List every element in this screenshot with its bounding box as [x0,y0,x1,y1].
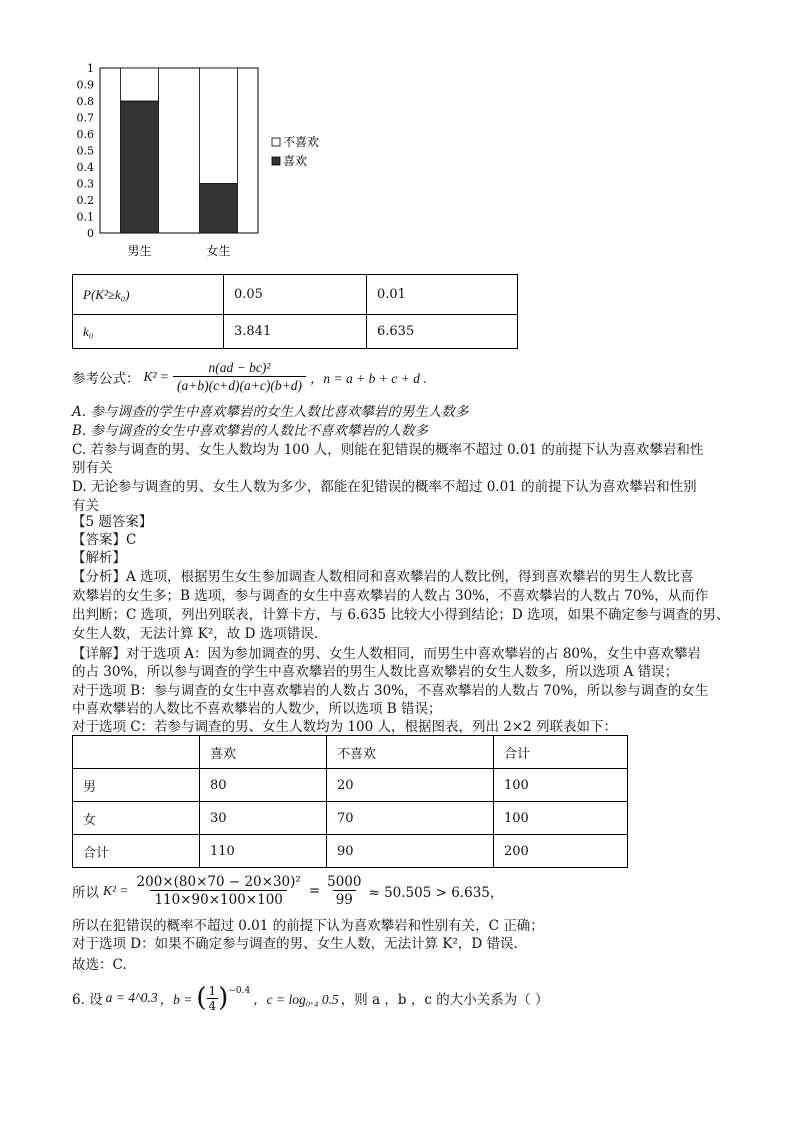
table-row [73,835,628,868]
table-cell: 100 [494,769,628,802]
stacked-bar-chart [60,58,360,263]
option-c-line2: 别有关 [72,460,113,476]
question-answer-tag: 【5 题答案】 [72,514,153,530]
calc-lhs: K² = [103,883,129,898]
detail-line: 对于选项 B：参与调查的女生中喜欢攀岩的人数占 30%，不喜欢攀岩的人数占 70%，所以参与调查的女生 [72,683,709,699]
conclusion-line: 对于选项 D：如果不确定参与调查的男、女生人数，无法计算 K²，D 错误. [72,936,518,952]
table-cell [73,736,200,769]
y-tick-label: 0.3 [76,177,94,191]
table-cell: 20 [327,769,494,802]
analysis-line: 欢攀岩的女生多；B 选项，参与调查的女生中喜欢攀岩的人数占 30%，不喜欢攀岩的人数占 70%，从而作 [72,588,709,604]
y-tick-label: 0.7 [76,111,94,125]
analysis-line: 【分析】A 选项，根据男生女生参加调查人数相同和喜欢攀岩的人数比例，得到喜欢攀岩的男生人数比喜 [72,569,694,585]
formula-suffix: ，n = a + b + c + d . [309,371,427,386]
y-tick-label: 0.4 [76,161,94,174]
y-tick-label: 0.5 [76,144,94,158]
legend-label: 喜欢 [283,154,308,168]
analysis-line: 女生人数，无法计算 K²，故 D 选项错误. [72,626,318,642]
detail-line: 的占 30%，所以参与调查的学生中喜欢攀岩的男生人数比喜欢攀岩的女生人数多，所以选项 A 错误； [72,664,679,680]
q6-b-den: 4 [208,998,217,1013]
calc-num1: 200×(80×70 − 20×30)² [136,874,301,890]
calc-fraction-1 [133,874,305,908]
calc-den1: 110×90×100×100 [150,890,286,908]
table-row [73,769,628,802]
legend-label: 不喜欢 [283,135,320,149]
q6-b-expression: ( $\frac{1}{4}$ ) −0.4 [196,983,251,1013]
conclusion-line: 所以在犯错误的概率不超过 0.01 的前提下认为喜欢攀岩和性别有关，C 正确； [72,918,544,934]
table-cell: 70 [327,802,494,835]
calc-eq: = [308,883,321,899]
calc-num2: 5000 [327,874,362,890]
q6-b-exp: −0.4 [228,985,251,996]
table-cell: 90 [327,835,494,868]
q6-c: ，c = log₀.₄ 0.5 [253,992,339,1007]
bar-segment [121,68,159,101]
formula-denominator: (a+b)(c+d)(a+c)(b+d) [173,376,306,394]
y-tick-label: 0.8 [76,95,94,108]
bar-segment [200,68,238,184]
table-cell: 100 [494,802,628,835]
y-tick-label: 1 [87,62,94,75]
legend-swatch [272,138,280,146]
calc-den2: 99 [333,890,356,908]
detail-line: 对于选项 C：若参与调查的男、女生人数均为 100 人，根据图表，列出 2×2 列联表如下： [72,719,618,735]
option-d-line1: D. 无论参与调查的男、女生人数为多少，都能在犯错误的概率不超过 0.01 的前提下认为喜欢攀岩和性别 [72,479,697,495]
question-6 [72,980,549,1016]
table-cell: 200 [494,835,628,868]
analysis-line: 出判断；C 选项，列出列联表，计算卡方，与 6.635 比较大小得到结论；D 选项，如果不确定参与调查的男、 [72,607,730,623]
x-tick-label: 男生 [127,244,152,258]
detail-line: 中喜欢攀岩的人数比不喜欢攀岩的人数少，所以选项 B 错误； [72,701,442,717]
option-b: B. 参与调查的女生中喜欢攀岩的人数比不喜欢攀岩的人数多 [72,423,429,439]
x-tick-label: 女生 [206,244,231,258]
formula-lhs: K² = [143,369,170,384]
critical-value-table [72,274,518,349]
bar-segment [121,101,159,233]
analysis-tag: 【解析】 [72,550,126,566]
contingency-table [72,735,628,868]
option-c-line1: C. 若参与调查的男、女生人数均为 100 人，则能在犯错误的概率不超过 0.01 的前提下认为喜欢攀岩和性 [72,442,704,458]
detail-line: 【详解】对于选项 A：因为参加调查的男、女生人数相同，而男生中喜欢攀岩的占 80%，女生中喜欢攀岩 [72,646,701,662]
q6-tail: ，则 a ，b ，c 的大小关系为（ ） [340,992,549,1008]
legend-swatch [272,157,280,165]
table-cell: 不喜欢 [327,736,494,769]
reference-formula [72,355,427,399]
table-cell: 80 [200,769,327,802]
table1-label-k0: k₀ [73,315,224,349]
chi-square-calculation [72,870,503,912]
table1-label-p: P(K²≥k₀) [73,275,224,315]
table1-cell: 0.01 [367,275,518,315]
table1-cell: 3.841 [224,315,367,349]
table-cell: 110 [200,835,327,868]
formula-fraction [173,360,306,394]
table-cell: 喜欢 [200,736,327,769]
calc-fraction-2 [324,874,364,908]
table-row [73,802,628,835]
q6-b-num: 1 [208,983,217,998]
bar-segment [200,184,238,234]
q6-a: a = 4^0.3 [105,990,158,1005]
q6-b-prefix: ，b = [159,992,193,1007]
formula-prefix: 参考公式： [72,371,140,387]
q6-number: 6. 设 [72,992,103,1008]
y-tick-label: 0 [87,227,94,240]
y-tick-label: 0.6 [76,128,94,141]
table1-cell: 0.05 [224,275,367,315]
option-a: A. 参与调查的学生中喜欢攀岩的女生人数比喜欢攀岩的男生人数多 [72,404,469,420]
calc-prefix: 所以 [72,885,99,901]
y-tick-label: 0.2 [76,194,94,207]
table-cell: 合计 [73,835,200,868]
table1-cell: 6.635 [367,315,518,349]
table-cell: 女 [73,802,200,835]
calc-tail: ≈ 50.505 > 6.635， [368,885,504,901]
table-cell: 男 [73,769,200,802]
formula-numerator: n(ad − bc)² [208,360,271,375]
table-row [73,736,628,769]
option-d-line2: 有关 [72,498,99,514]
y-tick-label: 0.9 [76,78,94,92]
y-tick-label: 0.1 [76,210,94,224]
answer-line: 【答案】C [72,532,137,548]
table-cell: 合计 [494,736,628,769]
conclusion-line: 故选：C. [72,957,127,973]
table-cell: 30 [200,802,327,835]
